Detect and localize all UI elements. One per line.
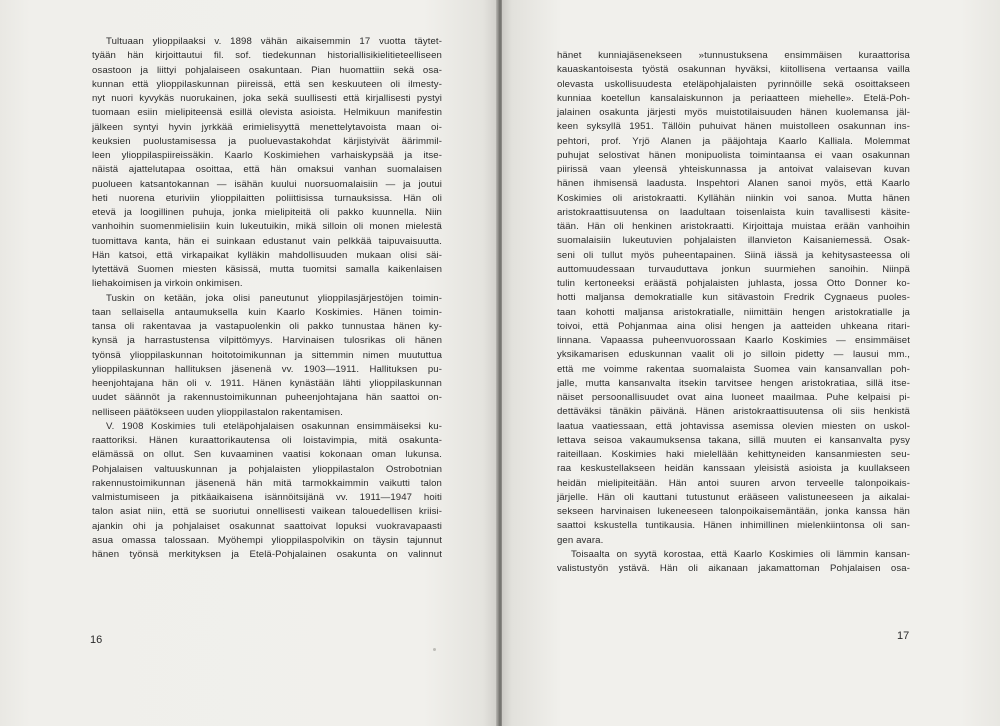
text-line: talon asiat niin, että se suoriutui onnellisesti vaikean talouedellisen kriisi-: [92, 506, 442, 518]
text-line: liehakoimisen ja virkoin onkimisen.: [92, 278, 243, 290]
text-line: raiteillaan. Koskimies haki mielellään kehittyneiden kansanmiesten seu-: [557, 449, 910, 460]
text-line: V. 1908 Koskimies tuli eteläpohjalaisen osakunnan ensimmäiseksi ku-: [106, 420, 442, 432]
text-line: tuomaan esiin mielipiteensä esillä olevista asioista. Helmikuun manifestin: [92, 107, 442, 119]
text-line: tuomittava kanta, hän ei suinkaan edustanut vain pelkkää taipuvaisuutta.: [92, 235, 442, 247]
text-line: laatua vaatiessaan, että johtavissa asemissa olevien miesten on uskol-: [557, 420, 910, 432]
text-line: ylioppilaskunnan hallituksen jäsenenä vv. 1903—1911. Hallituksen pu-: [92, 363, 442, 375]
text-line: taan kohotti maljansa aristokratialle, niimittäin hengen aristokratialle ja: [557, 306, 910, 318]
text-line: kynsä ja harrastustensa vilpittömyys. Harvinaisen tulosrikas oli hänen: [92, 335, 442, 347]
text-line: rakennustoimikunnan jäsenenä hän mitä tarmokkaimmin vaikutti talon: [92, 477, 442, 489]
text-line: hotti maljansa demokratialle kun sitävastoin Fredrik Cygnaeus puoles-: [557, 292, 910, 304]
left-page: [0, 0, 498, 726]
text-line: hänen ihmisensä laadusta. Inspehtori Alanen sanoi myös, että Kaarlo: [557, 178, 910, 190]
text-line: piirissä vaan yleensä yhteiskunnassa ja antoivat valaisevan kuvan: [557, 164, 910, 175]
text-line: valmistumiseen ja pitkäaikaisena isännöitsijänä vv. 1911—1947 hoiti: [92, 492, 442, 503]
text-line: leen ylioppilaspiireissäkin. Kaarlo Koskimiehen varhaiskypsää ja itse-: [92, 150, 442, 161]
text-line: linnana. Vapaassa puheenvuorossaan Kaarlo Koskimies — ensimmäiset: [557, 335, 910, 346]
text-line: tyään hän kirjoittautui fil. sof. tiedekunnan historiallisikielitieteelliseen: [92, 50, 442, 62]
text-line: olevasta uskollisuudesta eteläpohjalaisten pyrinnöille sekä osoittakseen: [557, 78, 910, 90]
text-line: Tuskin on ketään, joka olisi paneutunut ylioppilasjärjestöjen toimin-: [106, 292, 442, 304]
text-line: elämässä on ollut. Sen kuvaaminen vaatisi kokonaan oman lukunsa.: [92, 449, 442, 461]
text-line: etevä ja loogillinen puhuja, jonka mielipiteitä oli pakko kuunnella. Niin: [92, 207, 442, 218]
text-line: valistustyön ystävä. Hän oli aikanaan jakamattoman Pohjalaisen osa-: [557, 563, 910, 574]
text-line: tulin kertoneeksi eräästä pohjalaisten juhlasta, jossa Otto Donner ko-: [557, 278, 910, 289]
text-line: puolueen katsantokannan — isähän kuului nuorsuomalaisiin — ja joutui: [92, 178, 442, 190]
right-page-body: [557, 49, 910, 576]
text-line: yksikamarisen eduskunnan vaalit oli jo silloin pidetty — lausui mm.,: [557, 349, 910, 361]
left-page-body: [92, 35, 442, 562]
text-line: keen syksyllä 1951. Tällöin puhuivat hänen muistolleen osakunnan ins-: [557, 121, 910, 133]
text-line: sekseen harvinaisen lukeneeseen talonpoikaisemäntään, jonka kanssa hän: [557, 506, 910, 517]
text-line: työnsä ylioppilaskunnan hoitotoimikunnan ja sittemmin nimen muututtua: [92, 349, 442, 361]
text-line: seni oli tullut myös puheentapainen. Siinä iässä ja kehitysasteessa oli: [557, 249, 910, 261]
text-line: kunnan että ylioppilaskunnan piireissä, että sen keskuuteen oli ilmesty-: [92, 78, 442, 90]
text-line: heenjohtajana hän oli v. 1911. Hänen kynästään lähti ylioppilaskunnan: [92, 378, 442, 389]
text-line: pehtori, prof. Yrjö Alanen ja pääjohtaja Kaarlo Kalliala. Molemmat: [557, 135, 910, 147]
text-line: taan sellaisella antaumuksella kuin Kaarlo Koskimies. Hänen toimin-: [92, 306, 442, 318]
text-line: näistä ajattelutapaa osoittaa, että hän omaksui vanhan suomalaisen: [92, 164, 442, 176]
text-line: jalainen osakunta järjesti myös muistotilaisuuden hänen kuolemansa jäl-: [557, 107, 910, 118]
text-line: osastoon ja liittyi pohjalaiseen osakuntaan. Pian huomattiin sekä osa-: [92, 64, 442, 76]
text-line: dettäväksi tänäkin päivänä. Hänen aristokraattisuutensa oli siis henkistä: [557, 406, 910, 418]
text-line: Pohjalaisen valtuuskunnan ja pohjalaisten ylioppilastalon Ostrobotnian: [92, 463, 442, 475]
text-line: tään. Hän oli henkinen aristokraatti. Kirjoittaja muistaa erään vanhoihin: [557, 221, 910, 232]
text-line: nelliseen päätökseen uuden ylioppilastalon rakentamisen.: [92, 406, 343, 418]
text-line: hänen työnsä merkityksen ja Etelä-Pohjalainen osakunta on valinnut: [92, 549, 442, 560]
text-line: raattoriksi. Hänen kuraattorikautensa oli loistavimpia, mitä osakunta-: [92, 435, 442, 446]
text-line: lettava seisoa vakaumuksensa takana, sillä muuten ei kansanvalta pysy: [557, 434, 910, 446]
right-page: [502, 0, 1000, 726]
text-line: keuksien puolustamisessa ja puoluevastakohdat kärjistyivät äärimmil-: [92, 135, 442, 147]
text-line: hänet kunniajäsenekseen »tunnustuksena ensimmäisen kuraattorisa: [557, 50, 910, 61]
right-page-number: 17: [897, 630, 910, 642]
text-line: aristokraattisuutensa on laadultaan toisenlaista kuin tavallisesti käsite-: [557, 206, 910, 218]
text-line: jälkeen syntyi hyvin jyrkkää erimielisyyttä menettelytavoista maan oi-: [92, 121, 442, 133]
text-line: heti nuorena eturiviin ylioppilaitten poliittisissa turnauksissa. Hän oli: [92, 192, 442, 204]
text-line: Tultuaan ylioppilaaksi v. 1898 vähän aikaisemmin 17 vuotta täytet-: [106, 36, 442, 47]
text-line: ajankin ohi ja pohjalaiset osakunnat saattoivat lopuksi vuokravapaasti: [92, 520, 442, 532]
text-line: kunniaa koetellun kansalaiskunnon ja periaatteen miehelle». Etelä-Poh-: [557, 92, 910, 104]
text-line: raa keskustellakseen heidän kanssaan yleisistä asioista ja kuullakseen: [557, 463, 910, 475]
text-line: gen avara.: [557, 534, 604, 546]
text-line: Koskimies oli aristokraatti. Kyllähän niinkin voi sanoa. Mutta hänen: [557, 192, 910, 204]
text-line: jalle, mutta kansanvalta itsekin tarvitsee hengen aristokratiaa, sillä itse-: [557, 377, 910, 389]
text-line: heidän mielipiteitään. Hän antoi suuren arvon terveelle talonpoikais-: [557, 477, 910, 489]
left-page-number: 16: [90, 634, 103, 646]
text-line: Hän katsoi, että virkapaikat kylläkin mahdollisuuden mukaan olisi säi-: [92, 249, 442, 261]
text-line: kauaskantoisesta työstä osakunnan hyväksi, kiitollisena vertaansa vailla: [557, 64, 910, 76]
text-line: järjelle. Hän oli kauttani tutustunut erääseen valistuneeseen ja aikalai-: [557, 491, 910, 503]
text-line: Toisaalta on syytä korostaa, että Kaarlo Koskimies oli lämmin kansan-: [571, 548, 910, 560]
text-line: toivoi, että Pohjanmaa aina olisi hengen ja aatteiden uhkeana ritari-: [557, 320, 910, 332]
text-line: uudet säännöt ja rakennustoimikunnan puheenjohtajana hän saattoi on-: [92, 392, 442, 404]
text-line: vanhoihin suomenmielisiin kuin lukeutuikin, mikä silloin oli monen mielestä: [92, 221, 442, 233]
text-line: puhujat selostivat hänen monipuolista toimintaansa ei vaan osakunnan: [557, 149, 910, 161]
text-line: lytettävä Suomen miesten käsissä, mutta tuomitsi samalla kaikenlaisen: [92, 264, 442, 275]
text-line: suomalaisiin lukeutuvien pohjalaisten illanvieton Kaisaniemessä. Osak-: [557, 235, 910, 247]
text-line: auttomuudessaan turvauduttava jonkun suurmiehen sanoihin. Niinpä: [557, 263, 910, 275]
text-line: että me voimme rakentaa suomalaista Suomea vain kansanvallan poh-: [557, 363, 910, 375]
paper-speck: [433, 648, 436, 651]
text-line: asua omassa talossaan. Myöhempi ylioppilaspolvikin on täysin tajunnut: [92, 534, 442, 546]
text-line: tansa oli rakentavaa ja vastapuolenkin oli pakko tunnustaa hänen ky-: [92, 321, 442, 332]
text-line: saattoi kskustella tuntikausia. Hänen inhimillinen mielenkiintonsa oli san-: [557, 520, 910, 532]
text-line: näiset persoonallisuudet ovat aina luoneet maailmaa. Puhe kelpaisi pi-: [557, 392, 910, 403]
text-line: nyt nuori kyvykäs nuorukainen, joka sekä suullisesti että kirjallisesti pystyi: [92, 93, 442, 104]
